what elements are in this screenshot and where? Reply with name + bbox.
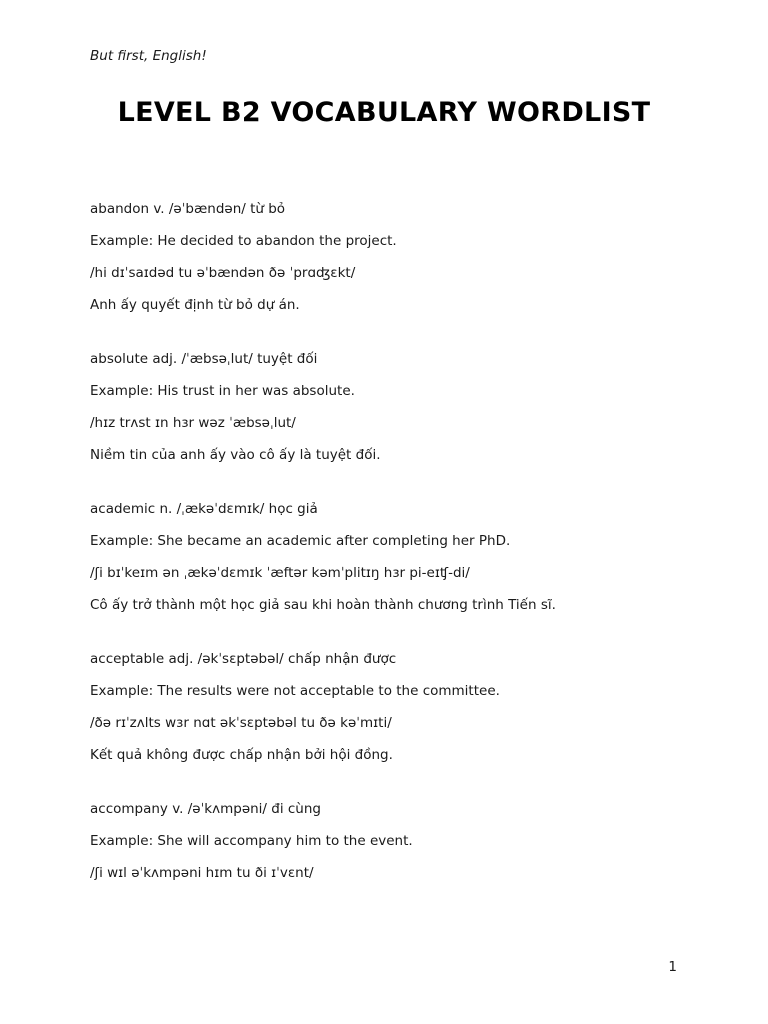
- header-tagline: But first, English!: [90, 48, 207, 64]
- entry-ipa: /hɪz trʌst ɪn hɜr wəz ˈæbsəˌlut/: [90, 415, 296, 431]
- entry-translation: Kết quả không được chấp nhận bởi hội đồng.: [90, 747, 393, 763]
- vocab-entry: [90, 649, 690, 766]
- vocab-entry: [90, 199, 690, 316]
- entry-example: Example: His trust in her was absolute.: [90, 383, 355, 399]
- entry-example: Example: The results were not acceptable to the committee.: [90, 683, 500, 699]
- vocab-entry: [90, 799, 690, 884]
- entry-ipa: /hi dɪˈsaɪdəd tu əˈbændən ðə ˈprɑʤɛkt/: [90, 265, 356, 281]
- entry-example: Example: He decided to abandon the project.: [90, 233, 397, 249]
- entry-ipa: /ʃi bɪˈkeɪm ən ˌækəˈdɛmɪk ˈæftər kəmˈplitɪŋ hɜr pi-eɪʧ-di/: [90, 565, 470, 581]
- entry-headword: academic n. /ˌækəˈdɛmɪk/ học giả: [90, 501, 318, 517]
- vocab-entry: [90, 499, 690, 616]
- entry-headword: acceptable adj. /əkˈsɛptəbəl/ chấp nhận được: [90, 651, 397, 667]
- entry-headword: absolute adj. /ˈæbsəˌlut/ tuyệt đối: [90, 351, 318, 367]
- vocab-entry: [90, 349, 690, 466]
- entry-headword: accompany v. /əˈkʌmpəni/ đi cùng: [90, 801, 321, 817]
- document-title: LEVEL B2 VOCABULARY WORDLIST: [117, 97, 651, 128]
- entry-example: Example: She will accompany him to the event.: [90, 833, 413, 849]
- entry-ipa: /ʃi wɪl əˈkʌmpəni hɪm tu ði ɪˈvɛnt/: [90, 865, 314, 881]
- wordlist: [90, 199, 690, 884]
- entry-headword: abandon v. /əˈbændən/ từ bỏ: [90, 201, 286, 217]
- entry-translation: Niềm tin của anh ấy vào cô ấy là tuyệt đối.: [90, 447, 381, 463]
- page-number: 1: [668, 959, 677, 975]
- entry-translation: Anh ấy quyết định từ bỏ dự án.: [90, 297, 300, 313]
- entry-ipa: /ðə rɪˈzʌlts wɜr nɑt əkˈsɛptəbəl tu ðə kəˈmɪti/: [90, 715, 392, 731]
- entry-translation: Cô ấy trở thành một học giả sau khi hoàn thành chương trình Tiến sĩ.: [90, 597, 556, 613]
- entry-example: Example: She became an academic after completing her PhD.: [90, 533, 511, 549]
